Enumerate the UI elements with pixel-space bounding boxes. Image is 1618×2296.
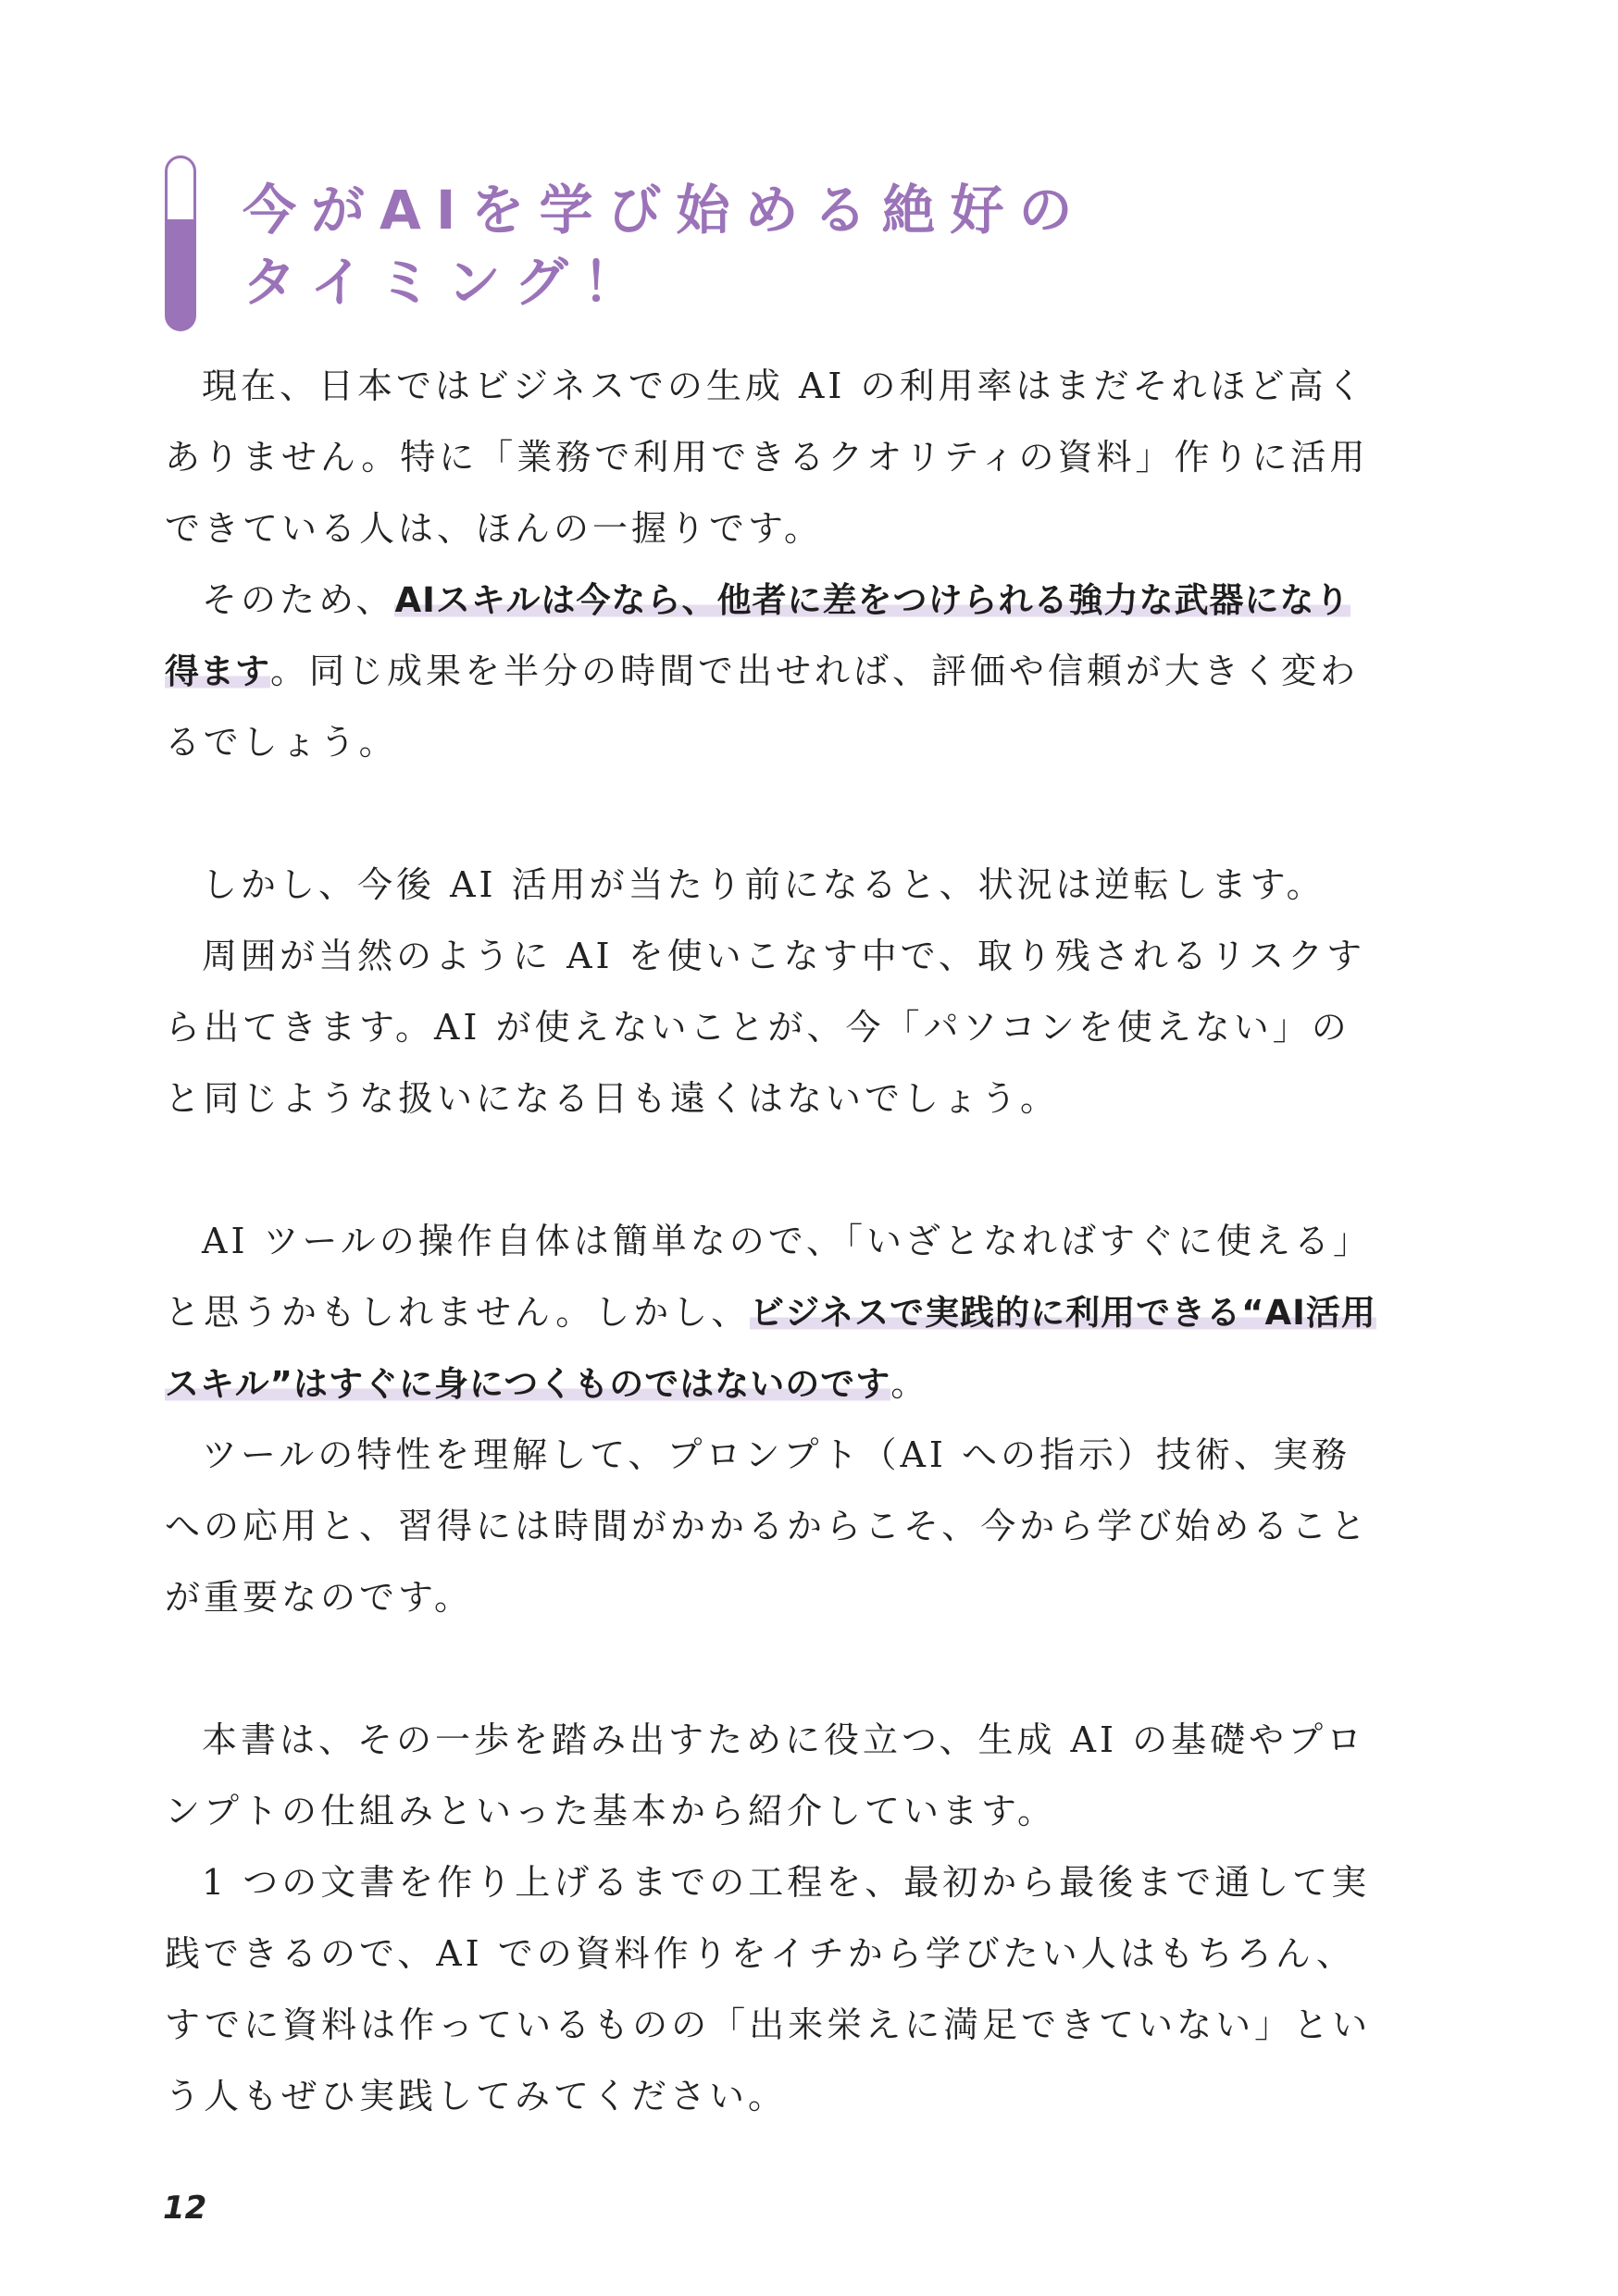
paragraph-2-pre: そのため、 — [202, 579, 395, 620]
paragraph-2-highlight: AIスキルは今なら、他者に差をつけられる強力な武器になり得ます — [165, 580, 1350, 691]
paragraph-7-text: 本書は、その一歩を踏み出すために役立つ、生成 AI の基礎やプロンプトの仕組みといった基本から紹介しています。 — [165, 1719, 1366, 1831]
paragraph-5-highlight: ビジネスで実践的に利用できる“AI活用スキル”はすぐに身につくものではないのです — [165, 1293, 1376, 1404]
paragraph-4-text: 周囲が当然のように AI を使いこなす中で、取り残されるリスクすら出てきます。AI が使えないことが、今「パソコンを使えない」のと同じような扱いになる日も遠くはないでしょう。 — [165, 936, 1366, 1119]
paragraph-6 — [165, 1420, 1379, 1633]
heading-line-2: タイミング！ — [243, 251, 652, 314]
paragraph-1-text: 現在、日本ではビジネスでの生成 AI の利用率はまだそれほど高くありません。特に「業務で利用できるクオリティの資料」作りに活用できている人は、ほんの一握りです。 — [165, 366, 1369, 549]
paragraph-8 — [165, 1847, 1379, 2132]
paragraph-5-post: 。 — [890, 1363, 930, 1404]
paragraph-5 — [165, 1206, 1379, 1420]
paragraph-8-text: 1 つの文書を作り上げるまでの工程を、最初から最後まで通して実践できるので、AI での資料作りをイチから学びたい人はもちろん、すでに資料は作っているものの「出来栄えに満足できていない」という人もぜひ実践してみてください。 — [165, 1862, 1372, 2116]
paragraph-1 — [165, 351, 1379, 565]
paragraph-5-pre: AI ツールの操作自体は簡単なので、「いざとなればすぐに使える」と思うかもしれません。しかし、 — [165, 1221, 1373, 1333]
paragraph-2 — [165, 565, 1379, 778]
paragraph-3 — [165, 850, 1379, 921]
heading-line-1: 今がAIを学び始める絶好の — [243, 179, 1088, 242]
paragraph-4 — [165, 921, 1379, 1135]
paragraph-3-text: しかし、今後 AI 活用が当たり前になると、状況は逆転します。 — [202, 864, 1326, 905]
paragraph-7 — [165, 1705, 1379, 1847]
section-heading — [243, 174, 1087, 318]
paragraph-2-post: 。同じ成果を半分の時間で出せれば、評価や信頼が大きく変わるでしょう。 — [165, 651, 1360, 763]
paragraph-6-text: ツールの特性を理解して、プロンプト（AI への指示）技術、実務への応用と、習得には時間がかかるからこそ、今から学び始めることが重要なのです。 — [165, 1434, 1370, 1618]
heading-bar-decoration — [165, 155, 196, 331]
page-number: 12 — [163, 2190, 207, 2227]
